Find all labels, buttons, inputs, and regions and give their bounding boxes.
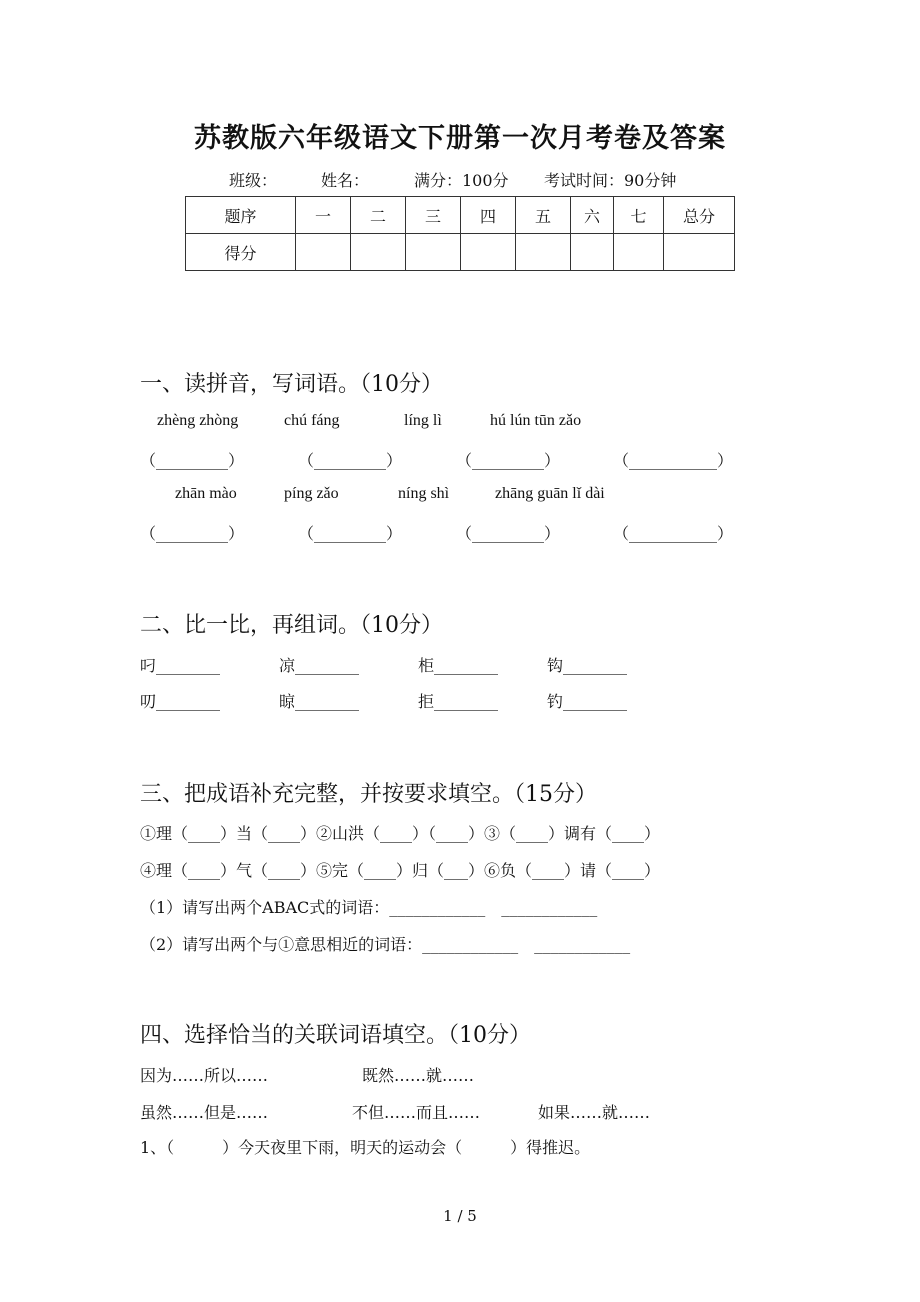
answer-blank[interactable]: （___________） [613,524,734,543]
pinyin-item: hú lún tūn zǎo [490,412,582,429]
table-cell: 六 [571,197,614,234]
compare-word-item[interactable]: 柜________ [418,656,499,675]
conjunction-option: 如果……就…… [538,1103,651,1122]
class-label: 班级： [229,171,278,190]
pinyin-item: níng shì [398,485,450,502]
compare-word-item[interactable]: 拒________ [418,692,499,711]
pinyin-item: líng lì [404,412,442,429]
answer-blank[interactable]: （_________） [140,451,245,470]
score-input-cell[interactable] [296,234,351,271]
pinyin-item: chú fáng [284,412,340,429]
table-cell: 五 [516,197,571,234]
score-input-cell[interactable] [351,234,406,271]
score-input-cell[interactable] [406,234,461,271]
answer-blank[interactable]: （_________） [456,524,561,543]
table-cell: 七 [614,197,664,234]
compare-word-item[interactable]: 钓________ [547,692,628,711]
answer-blank[interactable]: （_________） [298,451,403,470]
score-input-cell[interactable] [664,234,735,271]
answer-blank[interactable]: （_________） [140,524,245,543]
table-cell: 得分 [186,234,296,271]
compare-word-item[interactable]: 凉________ [279,656,360,675]
score-table-header-row [186,197,735,234]
compare-word-item[interactable]: 晾________ [279,692,360,711]
compare-word-item[interactable]: 叼________ [140,656,221,675]
question-line[interactable]: 1、（ ）今天夜里下雨，明天的运动会（ ）得推迟。 [140,1138,591,1157]
conjunction-option: 虽然……但是…… [140,1103,269,1122]
section-3-heading: 三、把成语补充完整，并按要求填空。（15分） [140,782,597,807]
table-cell: 四 [461,197,516,234]
exam-time: 考试时间：90分钟 [544,171,677,190]
score-input-cell[interactable] [461,234,516,271]
table-cell: 总分 [664,197,735,234]
answer-blank[interactable]: （_________） [456,451,561,470]
table-cell: 三 [406,197,461,234]
section-1-heading: 一、读拼音，写词语。（10分） [140,372,443,397]
answer-blank[interactable]: （___________） [613,451,734,470]
answer-blank[interactable]: （_________） [298,524,403,543]
full-score: 满分：100分 [414,171,509,190]
score-input-cell[interactable] [516,234,571,271]
pinyin-item: zhān mào [175,485,237,502]
section-2-heading: 二、比一比，再组词。（10分） [140,613,443,638]
compare-word-item[interactable]: 叨________ [140,692,221,711]
score-table [185,196,735,271]
pinyin-item: zhāng guān lǐ dài [495,485,605,502]
compare-word-item[interactable]: 钩________ [547,656,628,675]
name-label: 姓名： [321,171,370,190]
idiom-line[interactable]: ④理（____）气（____）⑤完（____）归（___）⑥负（____）请（____） [140,861,661,880]
table-cell: 一 [296,197,351,234]
score-input-cell[interactable] [614,234,664,271]
pinyin-item: píng zǎo [284,485,339,502]
section-4-heading: 四、选择恰当的关联词语填空。（10分） [140,1023,531,1048]
idiom-line[interactable]: ①理（____）当（____）②山洪（____）（____）③（____）调有（____） [140,824,661,843]
table-cell: 二 [351,197,406,234]
table-cell: 题序 [186,197,296,234]
question-line[interactable]: （2）请写出两个与①意思相近的词语：____________ ____________ [140,935,631,954]
question-line[interactable]: （1）请写出两个ABAC式的词语：____________ ____________ [140,898,598,917]
conjunction-option: 因为……所以…… [140,1066,269,1085]
score-table-score-row [186,234,735,271]
page-title: 苏教版六年级语文下册第一次月考卷及答案 [194,123,726,154]
conjunction-option: 不但……而且…… [352,1103,481,1122]
score-input-cell[interactable] [571,234,614,271]
pinyin-item: zhèng zhòng [157,412,239,429]
page-number: 1 / 5 [443,1207,477,1225]
conjunction-option: 既然……就…… [362,1066,475,1085]
